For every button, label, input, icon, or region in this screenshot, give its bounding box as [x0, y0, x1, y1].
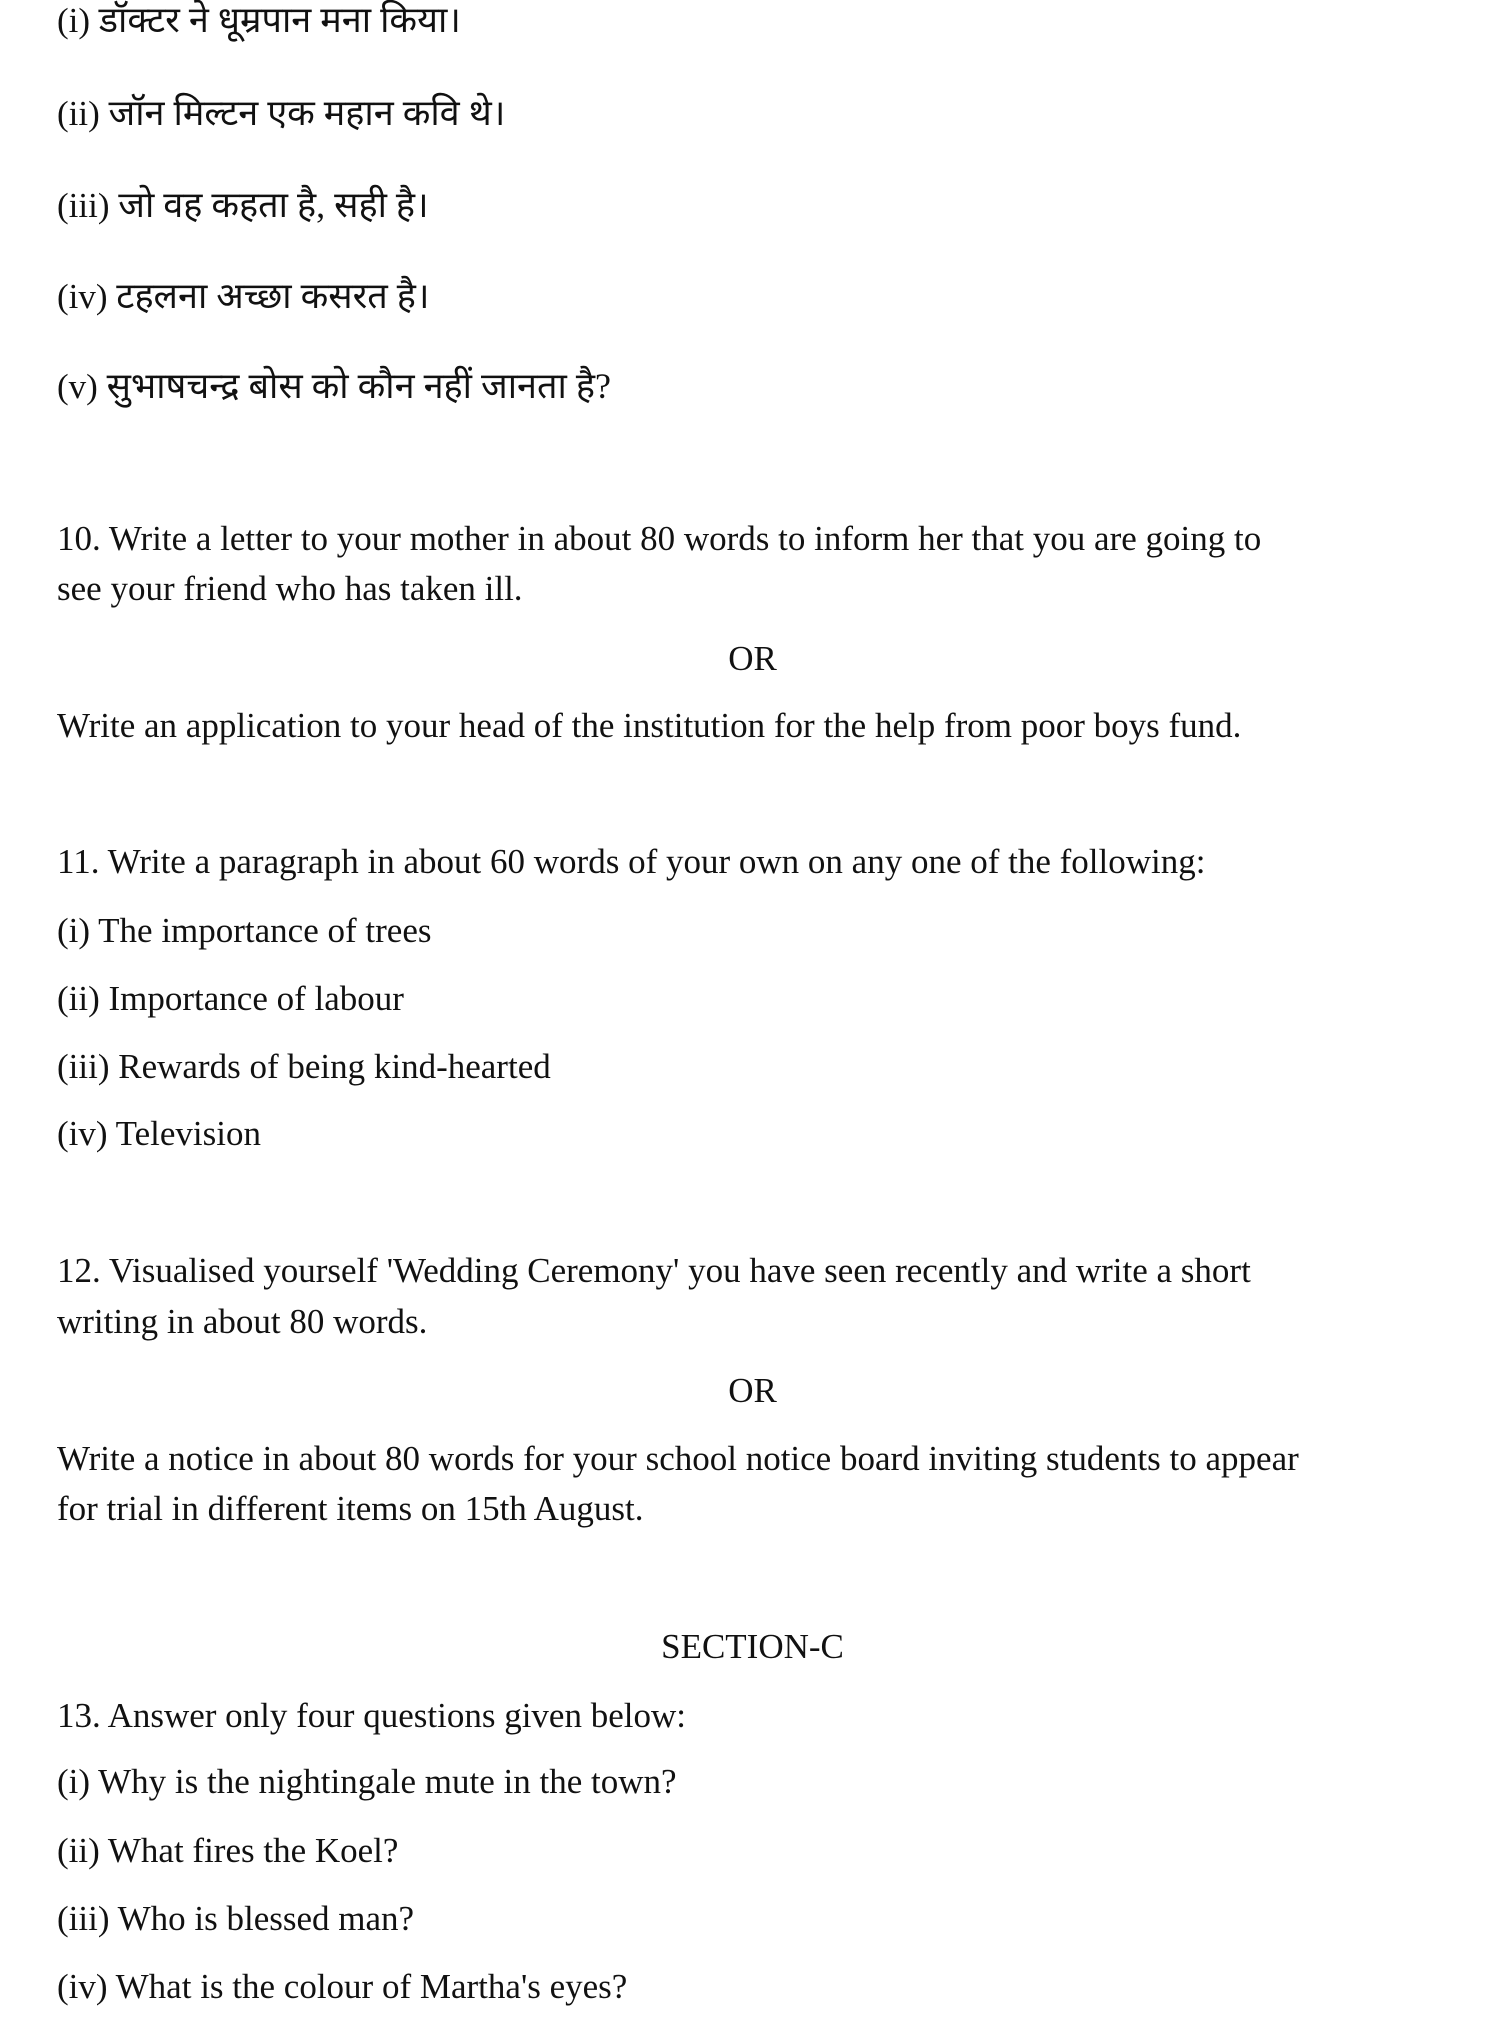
hindi-sentence: डॉक्टर ने धूम्रपान मना किया।	[98, 0, 461, 40]
hindi-sentence: जो वह कहता है, सही है।	[118, 185, 429, 225]
hindi-item	[57, 276, 430, 316]
short-question: (i) Why is the nightingale mute in the town?	[57, 1762, 677, 1801]
hindi-sentence: सुभाषचन्द्र बोस को कौन नहीं जानता है?	[106, 366, 611, 406]
item-label: (v)	[57, 367, 98, 406]
question-text-line: 10. Write a letter to your mother in about 80 words to inform her that you are going to	[57, 519, 1262, 558]
question-text-line: 12. Visualised yourself 'Wedding Ceremony' you have seen recently and write a short	[57, 1251, 1251, 1290]
question-alternative-line: Write a notice in about 80 words for your school notice board inviting students to appear	[57, 1439, 1299, 1478]
short-question: (ii) What fires the Koel?	[57, 1831, 399, 1870]
short-question: (iv) What is the colour of Martha's eyes?	[57, 1967, 628, 2006]
item-label: (i)	[57, 1, 91, 40]
item-label: (iv)	[57, 277, 108, 316]
topic-option: (iii) Rewards of being kind-hearted	[57, 1047, 551, 1086]
question-alternative: Write an application to your head of the institution for the help from poor boys fund.	[57, 706, 1242, 745]
hindi-sentence: जॉन मिल्टन एक महान कवि थे।	[108, 93, 506, 133]
hindi-item	[57, 93, 506, 133]
hindi-item	[57, 0, 461, 40]
question-prompt: 13. Answer only four questions given below:	[57, 1696, 686, 1735]
question-alternative-line: for trial in different items on 15th August.	[57, 1489, 644, 1528]
item-label: (ii)	[57, 94, 100, 133]
question-text-line: writing in about 80 words.	[57, 1302, 428, 1341]
item-label: (iii)	[57, 186, 110, 225]
topic-option: (iv) Television	[57, 1114, 261, 1153]
question-prompt: 11. Write a paragraph in about 60 words of your own on any one of the following:	[57, 842, 1206, 881]
topic-option: (ii) Importance of labour	[57, 979, 404, 1018]
topic-option: (i) The importance of trees	[57, 911, 432, 950]
or-divider: OR	[728, 639, 777, 678]
hindi-sentence: टहलना अच्छा कसरत है।	[116, 276, 430, 316]
hindi-item	[57, 185, 429, 225]
section-heading: SECTION-C	[661, 1627, 844, 1666]
question-text-line: see your friend who has taken ill.	[57, 569, 523, 608]
or-divider: OR	[728, 1371, 777, 1410]
short-question: (iii) Who is blessed man?	[57, 1899, 415, 1938]
hindi-item	[57, 366, 611, 406]
